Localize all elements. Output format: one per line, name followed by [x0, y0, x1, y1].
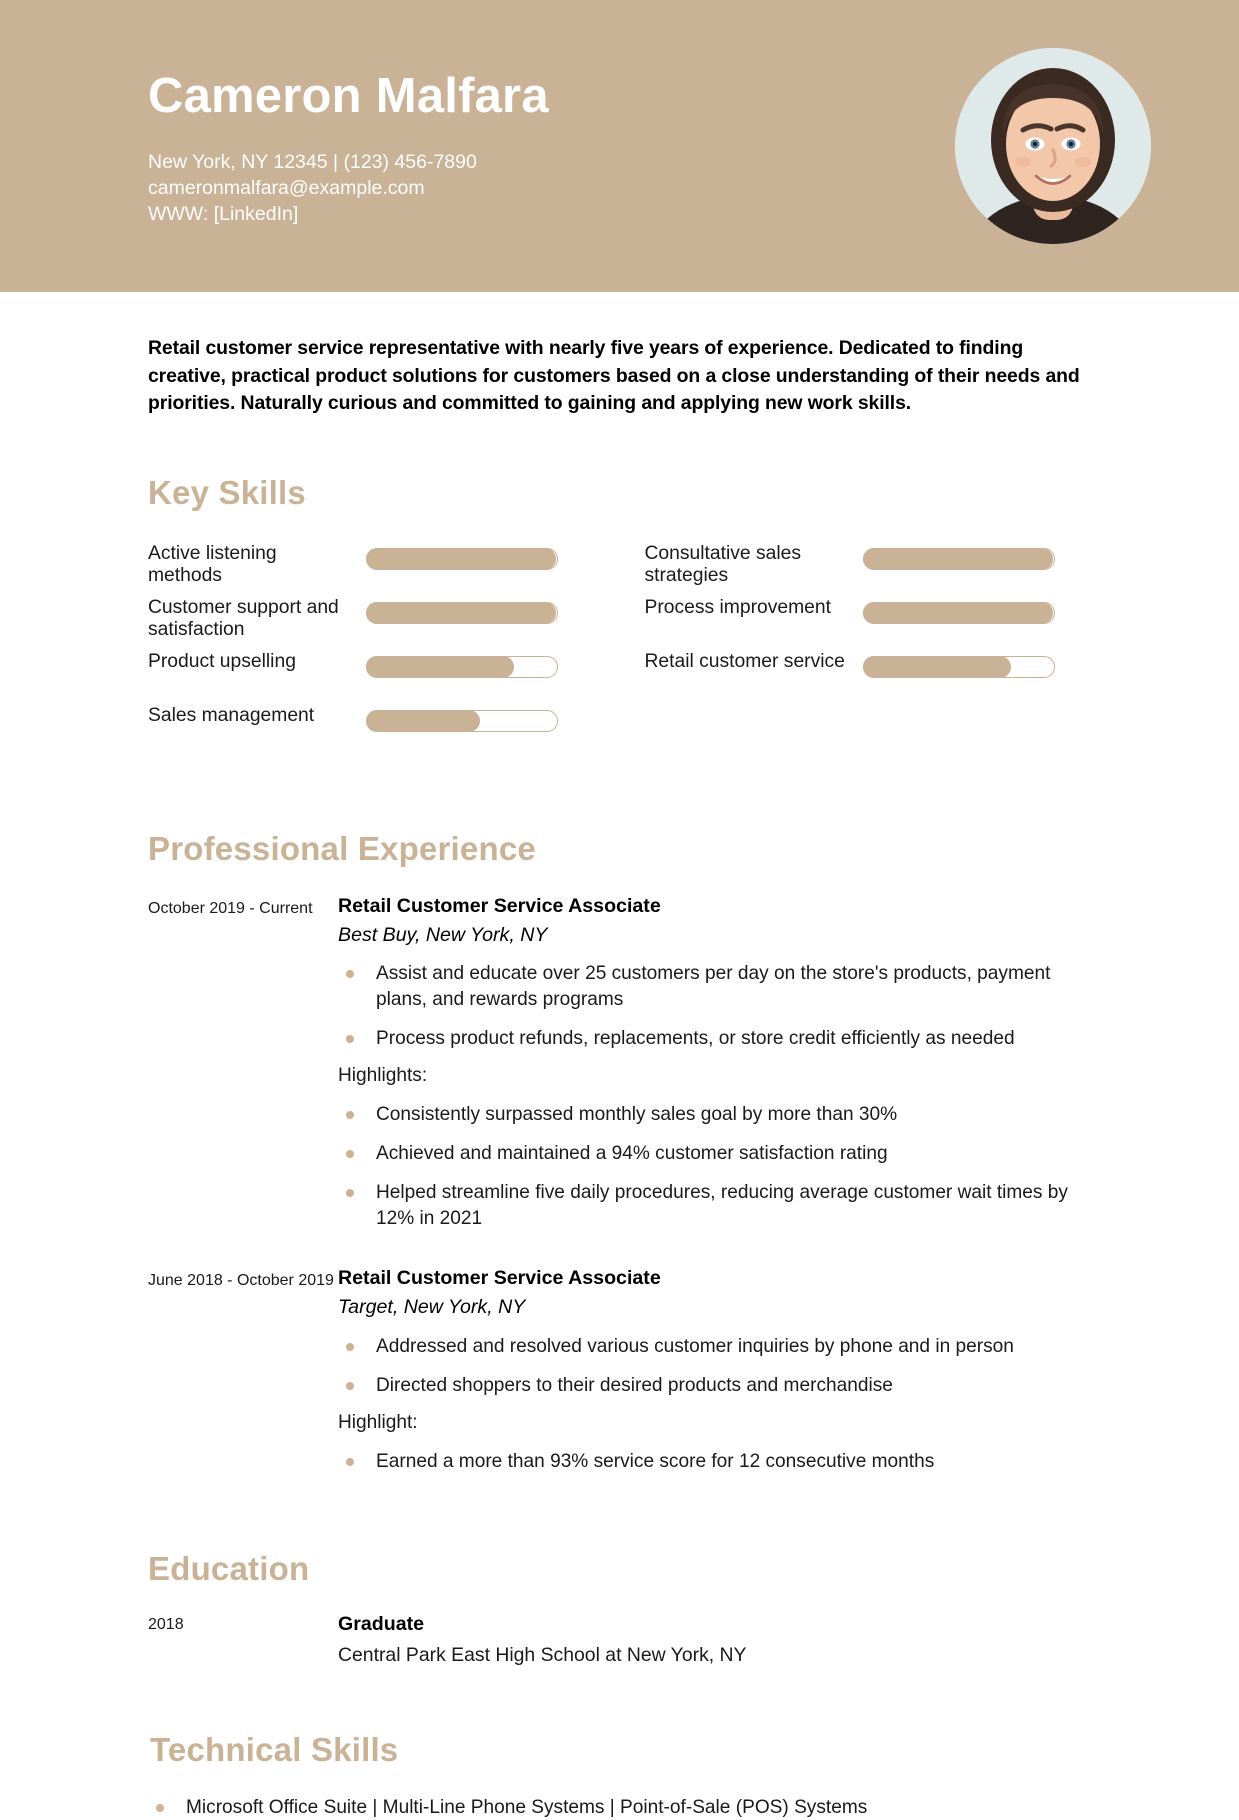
skill-row — [148, 704, 595, 758]
bullet-text: Process product refunds, replacements, or store credit efficiently as needed — [376, 1027, 1015, 1049]
key-skills-column-left — [148, 542, 595, 758]
given-name: Cameron — [148, 69, 362, 124]
skill-label: Active listening methods — [148, 542, 277, 587]
education-entry — [148, 1612, 1091, 1669]
contact-line-address-phone: New York, NY 12345 | (123) 456-7890 — [148, 151, 477, 174]
contact-block — [148, 150, 549, 228]
education-details — [338, 1612, 1091, 1669]
bullet-dot-icon — [346, 1150, 354, 1158]
experience-company: Target, New York, NY — [338, 1296, 526, 1319]
skill-label: Retail customer service — [644, 650, 845, 672]
resume-header — [0, 0, 1239, 292]
education-degree: Graduate — [338, 1612, 425, 1635]
skill-label: Product upselling — [148, 650, 296, 672]
skill-row — [645, 542, 1092, 596]
skill-level-fill — [366, 548, 556, 570]
skill-row — [148, 596, 595, 650]
bullet-dot-icon — [346, 970, 354, 978]
bullet-dot-icon — [346, 1111, 354, 1119]
skill-level-fill — [863, 548, 1053, 570]
list-item — [338, 961, 1091, 1013]
list-item — [338, 1102, 1091, 1128]
section-heading-professional-experience: Professional Experience — [148, 829, 536, 867]
skill-level-bar — [366, 602, 558, 624]
skill-level-fill — [366, 710, 480, 732]
list-item — [338, 1141, 1091, 1167]
bullet-dot-icon — [346, 1035, 354, 1043]
bullet-text: Addressed and resolved various customer inquiries by phone and in person — [376, 1335, 1014, 1357]
header-text-block — [148, 64, 549, 228]
skill-level-bar — [366, 656, 558, 678]
section-heading-key-skills: Key Skills — [148, 473, 306, 511]
contact-line-website[interactable]: WWW: [LinkedIn] — [148, 202, 299, 225]
skill-level-bar — [863, 656, 1055, 678]
list-item — [338, 1180, 1091, 1232]
list-item — [148, 1795, 1091, 1820]
professional-summary: Retail customer service representative with nearly five years of experience. Dedicated to finding creative, practical product solutions for customers based on a close understanding of their needs and priorities. Naturally curious and committed to gaining and applying new work skills. — [148, 337, 1080, 415]
bullet-dot-icon — [346, 1343, 354, 1351]
experience-bullet-list — [338, 1334, 1091, 1399]
list-item — [338, 1373, 1091, 1399]
education-date: 2018 — [148, 1615, 184, 1633]
bullet-text: Consistently surpassed monthly sales goal by more than 30% — [376, 1104, 898, 1126]
experience-date: October 2019 - Current — [148, 899, 313, 917]
skill-row — [645, 650, 1092, 704]
skill-level-fill — [366, 602, 556, 624]
skill-level-bar — [366, 710, 558, 732]
list-item — [338, 1026, 1091, 1052]
skill-row — [148, 542, 595, 596]
technical-skills-list — [148, 1795, 1091, 1820]
bullet-dot-icon — [346, 1382, 354, 1390]
bullet-text: Assist and educate over 25 customers per day on the store's products, payment plans, and rewards programs — [376, 963, 1051, 1010]
education-school: Central Park East High School at New York, NY — [338, 1644, 747, 1667]
experience-highlight-list — [338, 1102, 1091, 1231]
contact-line-email[interactable]: cameronmalfara@example.com — [148, 176, 425, 199]
experience-bullet-list — [338, 961, 1091, 1051]
experience-job-title: Retail Customer Service Associate — [338, 894, 661, 917]
bullet-dot-icon — [156, 1804, 164, 1812]
resume-body — [0, 335, 1239, 1820]
experience-details — [338, 1266, 1091, 1488]
technical-skill-text: Microsoft Office Suite | Multi-Line Phone Systems | Point-of-Sale (POS) Systems — [186, 1796, 868, 1818]
portrait-photo-icon — [955, 48, 1151, 244]
key-skills-column-right — [645, 542, 1092, 758]
bullet-dot-icon — [346, 1189, 354, 1197]
list-item — [338, 1334, 1091, 1360]
bullet-text: Directed shoppers to their desired products and merchandise — [376, 1374, 893, 1396]
skill-level-bar — [863, 602, 1055, 624]
skill-row — [645, 596, 1092, 650]
avatar — [955, 48, 1151, 244]
bullet-dot-icon — [346, 1458, 354, 1466]
key-skills-grid — [148, 542, 1091, 758]
experience-entry — [148, 1266, 1091, 1488]
skill-label: Sales management — [148, 704, 315, 726]
experience-company: Best Buy, New York, NY — [338, 923, 548, 946]
skill-level-bar — [366, 548, 558, 570]
experience-highlights-label: Highlights: — [338, 1065, 428, 1087]
skill-label: Consultative sales strategies — [644, 542, 801, 587]
skill-label: Customer support and satisfaction — [148, 596, 339, 641]
skill-row — [148, 650, 595, 704]
skill-level-fill — [863, 656, 1011, 678]
skill-label: Process improvement — [644, 596, 831, 618]
experience-job-title: Retail Customer Service Associate — [338, 1267, 661, 1290]
skill-level-bar — [863, 548, 1055, 570]
experience-highlight-list — [338, 1449, 1091, 1475]
bullet-text: Achieved and maintained a 94% customer satisfaction rating — [376, 1143, 888, 1164]
list-item — [338, 1449, 1091, 1475]
experience-highlights-label: Highlight: — [338, 1412, 418, 1434]
bullet-text: Helped streamline five daily procedures, reducing average customer wait times by 12% in 2021 — [376, 1181, 1068, 1229]
section-heading-education: Education — [148, 1549, 310, 1587]
page-title — [148, 70, 549, 124]
experience-date: June 2018 - October 2019 — [148, 1272, 334, 1290]
experience-entry — [148, 894, 1091, 1245]
bullet-text: Earned a more than 93% service score for 12 consecutive months — [376, 1451, 935, 1473]
experience-details — [338, 894, 1091, 1245]
skill-level-fill — [366, 656, 514, 678]
family-name: Malfara — [375, 69, 549, 124]
section-heading-technical-skills: Technical Skills — [150, 1730, 399, 1768]
skill-level-fill — [863, 602, 1053, 624]
